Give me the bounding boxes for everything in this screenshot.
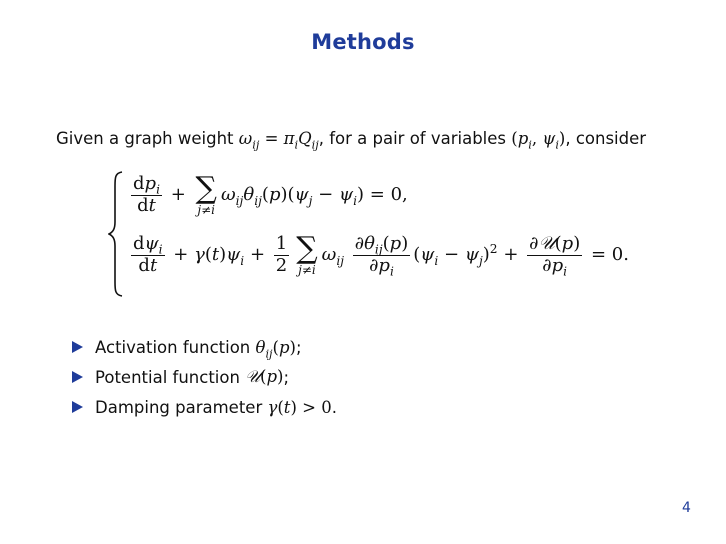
bullet-list xyxy=(72,332,337,422)
right-triangle-icon xyxy=(72,341,83,353)
slide-title: Methods xyxy=(311,30,415,54)
right-triangle-icon xyxy=(72,401,83,413)
intro-text-3: , consider xyxy=(565,129,647,148)
bullet-item: Activation function $\theta_{ij}(p)$ ; xyxy=(72,332,337,362)
intro-text-1: Given a graph weight xyxy=(56,129,234,148)
equation-system xyxy=(108,170,668,300)
page-number: 4 xyxy=(682,500,691,516)
left-brace xyxy=(108,170,124,298)
bullet-item: Damping parameter γ(t) > 0 . xyxy=(72,392,337,422)
intro-text-2: , for a pair of variables xyxy=(318,129,507,148)
intro-sentence xyxy=(56,129,696,152)
bullet-item: Potential function 𝒰(p) ; xyxy=(72,362,337,392)
intro-math-weight: $\omega_{ij} = \pi_iQ_{ij}$ xyxy=(238,129,319,152)
equation-1: $\frac{dp_i}{dt}$ + ∑ j≠i $\omega_{ij}\theta_{ij}(p)(\psi_j - \psi_i) = 0$, xyxy=(133,171,408,218)
equation-2: $\frac{d\psi_i}{dt}$ + $\gamma(t)\psi_i$ + $\frac{1}{2}$ ∑ j≠i $\omega_{ij}$ $\frac{\partial\theta_{ij}(p)}{\partial p_i}$ $(\psi_i - \psi_j)^2$ + $\frac{\text{∂𝒰(p)}}{\partial p_i}$ = 0. xyxy=(133,231,629,279)
intro-math-pair: ($p_i$, $\psi_i$) xyxy=(511,129,566,152)
right-triangle-icon xyxy=(72,371,83,383)
